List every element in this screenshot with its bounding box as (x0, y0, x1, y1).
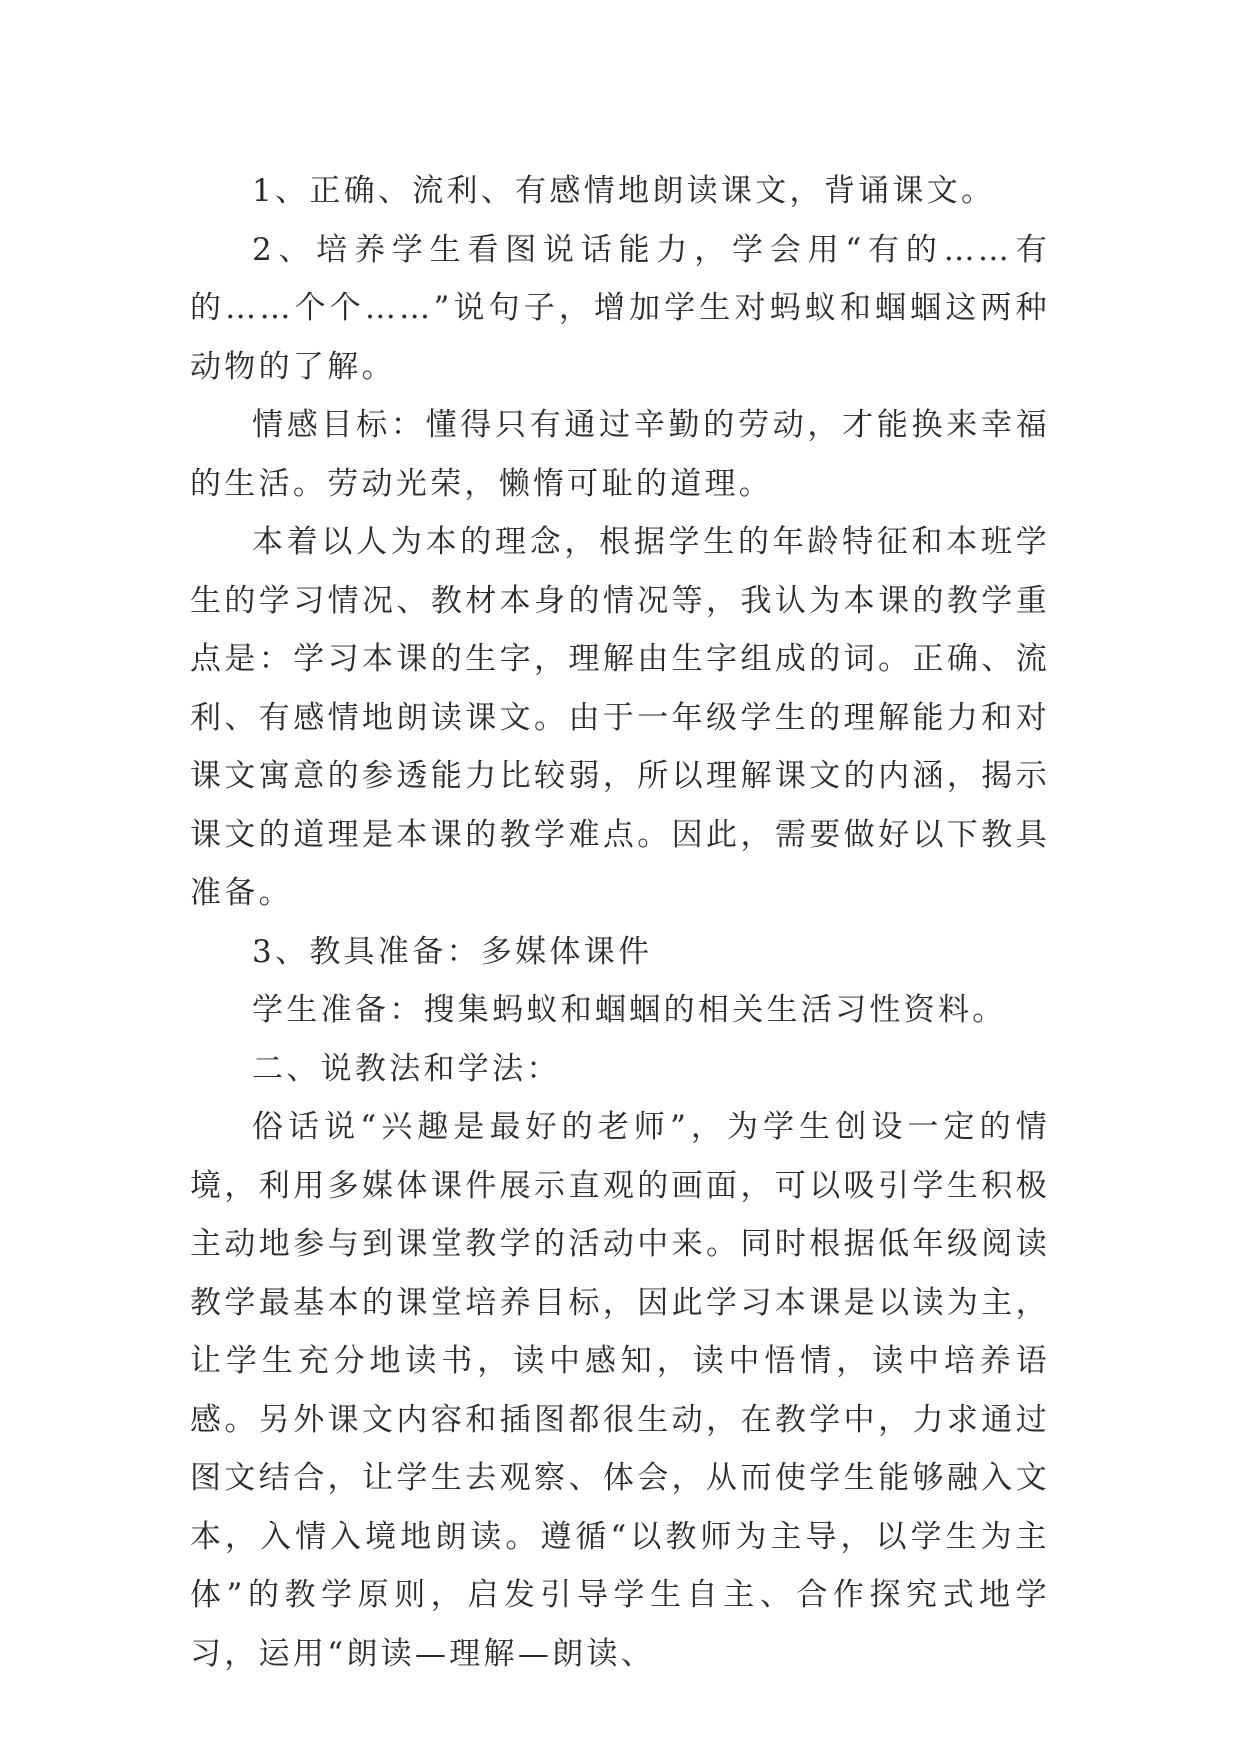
paragraph-emotion-goal: 情感目标：懂得只有通过辛勤的劳动，才能换来幸福的生活。劳动光荣，懒惰可耻的道理。 (190, 407, 1050, 502)
paragraph-goal-2: 2、培养学生看图说话能力，学会用“有的……有的……个个……”说句子，增加学生对蚂蚁和蝈蝈这两种动物的了解。 (190, 231, 1050, 385)
document-body (190, 162, 1050, 1683)
section-heading-methods: 二、说教法和学法： (252, 1050, 561, 1087)
paragraph-goal-1: 1、正确、流利、有感情地朗读课文，背诵课文。 (252, 173, 996, 209)
paragraph-teaching-aids: 3、教具准备：多媒体课件 (252, 933, 653, 970)
paragraph-student-prep: 学生准备：搜集蚂蚁和蝈蝈的相关生活习性资料。 (252, 992, 1007, 1028)
paragraph-methods: 俗话说“兴趣是最好的老师”，为学生创设一定的情境，利用多媒体课件展示直观的画面，可以吸引学生积极主动地参与到课堂教学的活动中来。同时根据低年级阅读教学最基本的课堂培养目标，因此学习本课是以读为主，让学生充分地读书，读中感知，读中悟情，读中培养语感。另外课文内容和插图都很生动，在教学中，力求通过图文结合，让学生去观察、体会，从而使学生能够融入文本，入情入境地朗读。遵循“以教师为主导，以学生为主体”的教学原则，启发引导学生自主、合作探究式地学习，运用“朗读—理解—朗读、 (190, 1109, 1050, 1672)
paragraph-key-points: 本着以人为本的理念，根据学生的年龄特征和本班学生的学习情况、教材本身的情况等，我认为本课的教学重点是：学习本课的生字，理解由生字组成的词。正确、流利、有感情地朗读课文。由于一年级学生的理解能力和对课文寓意的参透能力比较弱，所以理解课文的内涵，揭示课文的道理是本课的教学难点。因此，需要做好以下教具准备。 (190, 524, 1050, 911)
